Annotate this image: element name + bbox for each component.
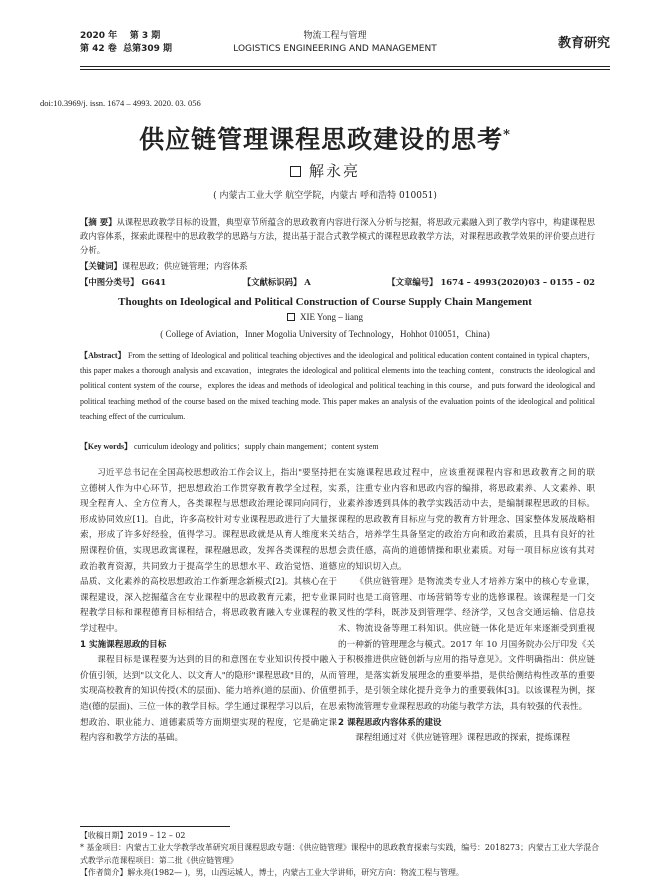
header-rule	[80, 66, 610, 67]
keywords-cn-text: 课程思政；供应链管理；内容体系	[121, 261, 248, 271]
section-label: 教育研究	[557, 36, 610, 51]
keywords-en-text: curriculum ideology and politics；supply chain mangement；content system	[133, 442, 379, 451]
author	[0, 160, 650, 181]
abstract-en-text: From the setting of Ideological and political teaching objectives and the ideological and political education content contained in typical chapters，this paper makes a thorough analysis and excavation，integrates the ideological and political elements into the teaching content，constructs the ideological and political content system of the course，explores the ideas and methods of ideological and political teaching in this course，and puts forward the ideological and political teaching method of the course based on the mixed teaching mode. This paper makes an analysis of the evaluation points of the ideological and political teaching effect of the curriculum.	[80, 351, 595, 421]
doi: doi:10.3969/j. issn. 1674 – 4993. 2020. 03. 056	[40, 98, 201, 108]
paper-title-text: 供应链管理课程思政建设的思考	[139, 125, 504, 154]
affiliation: ( 内蒙古工业大学 航空学院，内蒙古 呼和浩特 010051)	[213, 191, 437, 201]
author-en-box-icon	[287, 313, 295, 321]
journal-name-en: LOGISTICS ENGINEERING AND MANAGEMENT	[233, 44, 437, 54]
abstract-en	[80, 348, 595, 424]
body-column-left	[80, 466, 337, 818]
author-en-name: XIE Yong – liang	[299, 312, 363, 322]
keywords-cn-label: 【关键词】	[80, 261, 122, 271]
keywords-en	[80, 441, 379, 452]
running-header	[80, 26, 610, 74]
volume: 第 42 卷	[80, 44, 117, 54]
body-paragraph: 在实施课程思政过程中，应该重视课程内容和思政教育之间的联系，注重专业内容和思政内容的编排，将思政素养、人文素养、职业素养渗透到具体的教学实践活动中去，是编制课程思政的目标。课程的思政教育目标应与党的教育方针理念、国家整体发展战略相结合，培养学生具备坚定的政治方向和政治素质，且具有良好的社会责任感，高尚的道德情操和职业素质。对每一项目标应该有其对应的知识切入点。	[338, 468, 595, 572]
paper-title-en: Thoughts on Ideological and Political Construction of Course Supply Chain Mangement	[118, 296, 532, 308]
abstract-en-label: 【Abstract】	[80, 351, 126, 360]
received-date: 【收稿日期】2019 – 12 – 02	[80, 831, 186, 840]
abstract-cn-label: 【摘 要】	[80, 217, 117, 227]
author-name: 解永亮	[308, 162, 360, 180]
keywords-cn	[80, 260, 248, 272]
paper-title	[0, 120, 650, 156]
journal-name-cn: 物流工程与管理	[303, 31, 367, 41]
author-box-icon	[290, 166, 301, 177]
body-paragraph: 课程组通过对《供应链管理》课程思政的探索，提炼课程	[355, 733, 571, 744]
affiliation-en: ( College of Aviation，Inner Mogolia University of Technology，Hohhot 010051，China)	[160, 329, 490, 339]
abstract-cn-text: 从课程思政教学目标的设置，典型章节所蕴含的思政教育内容进行深入分析与挖掘，将思政元素融入到了教学内容中，构建课程思政内容体系，探索此课程中的思政教学的思路与方法，提出基于混合式教学模式的课程思政教学方法，对课程思政教学效果的评价要点进行分析。	[80, 217, 595, 255]
body-paragraph: 《供应链管理》是物流类专业人才培养方案中的核心专业课，同时也是工商管理、市场营销等专业的选修课程。该课程是一门交叉性的学科，既涉及到管理学、经济学，又包含交通运输、信息技术、物流设备等理工科知识。供应链一体化是近年来逐渐受到重视的一种新的管理理念与模式。2017 年 10 月国务院办公厅印发《关于积极推进供应链创新与应用的指导意见》。文件明确指出：供应链管理，是落实新发展理念的重要举措，是供给侧结构性改革的重要抓手，是引领全球化提升竞争力的重要载体[3]。以该课程为例，探索物流管理专业课程思政的功能与教学方法，具有较强的代表性。	[338, 577, 595, 712]
footnote-rule	[80, 826, 230, 827]
author-bio: 【作者简介】解永亮(1982— )，男，山西运城人，博士，内蒙古工业大学讲师，研究方向：物流工程与管理。	[80, 868, 464, 877]
total-issue: 总第309 期	[123, 44, 172, 54]
fund-mark: *	[503, 127, 511, 143]
classification-line	[80, 276, 595, 288]
body-paragraph: 课程目标是课程要为达到的目的和意图在专业知识传授中融入价值引领，达到"以文化人、以文育人"的隐形"课程思政"目的，从而实现高校教育的知识传授(术的层面)、能力培养(道的层面)、价值塑造(德的层面)、三位一体的教学目标。学生通过课程学习以后，在思想政治、职业能力、道德素质等方面期望实现的程度，它是确定课程内容和教学方法的基础。	[80, 655, 337, 744]
issue-info	[80, 30, 172, 56]
article-number: 【文章编号】 1674 – 4993(2020)03 – 0155 – 02	[387, 277, 595, 287]
keywords-en-label: 【Key words】	[80, 442, 132, 451]
year: 2020 年	[80, 31, 118, 41]
body-column-right	[338, 466, 595, 818]
clc-number: 【中图分类号】 G641	[80, 277, 167, 287]
header-rule-thin	[80, 69, 610, 70]
section-heading-1: 1 实施课程思政的目标	[80, 639, 167, 650]
fund-note: * 基金项目：内蒙古工业大学教学改革研究项目课程思政专题：《供应链管理》课程中的思政教育探索与实践，编号：2018273；内蒙古工业大学混合式教学示范课程项目：第二批《供应链管理》	[80, 843, 599, 865]
issue-number: 第 3 期	[129, 31, 161, 41]
body-paragraph: 习近平总书记在全国高校思想政治工作会议上，指出"要坚持把立德树人作为中心环节，把思想政治工作贯穿教育教学全过程，实现全程育人、全方位育人，各类课程与思想政治理论课同向同行，形成协同效应[1]。自此，许多高校针对专业课程思政进行了大量探索，形成了许多好经验，值得学习。课程思政就是从育人维度来关照课程价值，实现思政寓课程，课程融思政，发挥各类课程的思想政治教育资源，共同致力于提高学生的思想水平、政治觉悟、道德品质、文化素养的高校思想政治工作新理念新模式[2]。其核心在于课程建设，深入挖掘蕴含在专业课程中的思政教育元素，把专业课程教学目标和课程德育目标相结合，将思政教育融入专业课程的教学过程中。	[80, 468, 337, 634]
abstract-cn	[80, 215, 595, 257]
author-en	[0, 312, 650, 322]
section-heading-2: 2 课程思政内容体系的建设	[338, 717, 442, 728]
document-code: 【文献标识码】 A	[242, 277, 311, 287]
journal-name	[210, 30, 460, 56]
